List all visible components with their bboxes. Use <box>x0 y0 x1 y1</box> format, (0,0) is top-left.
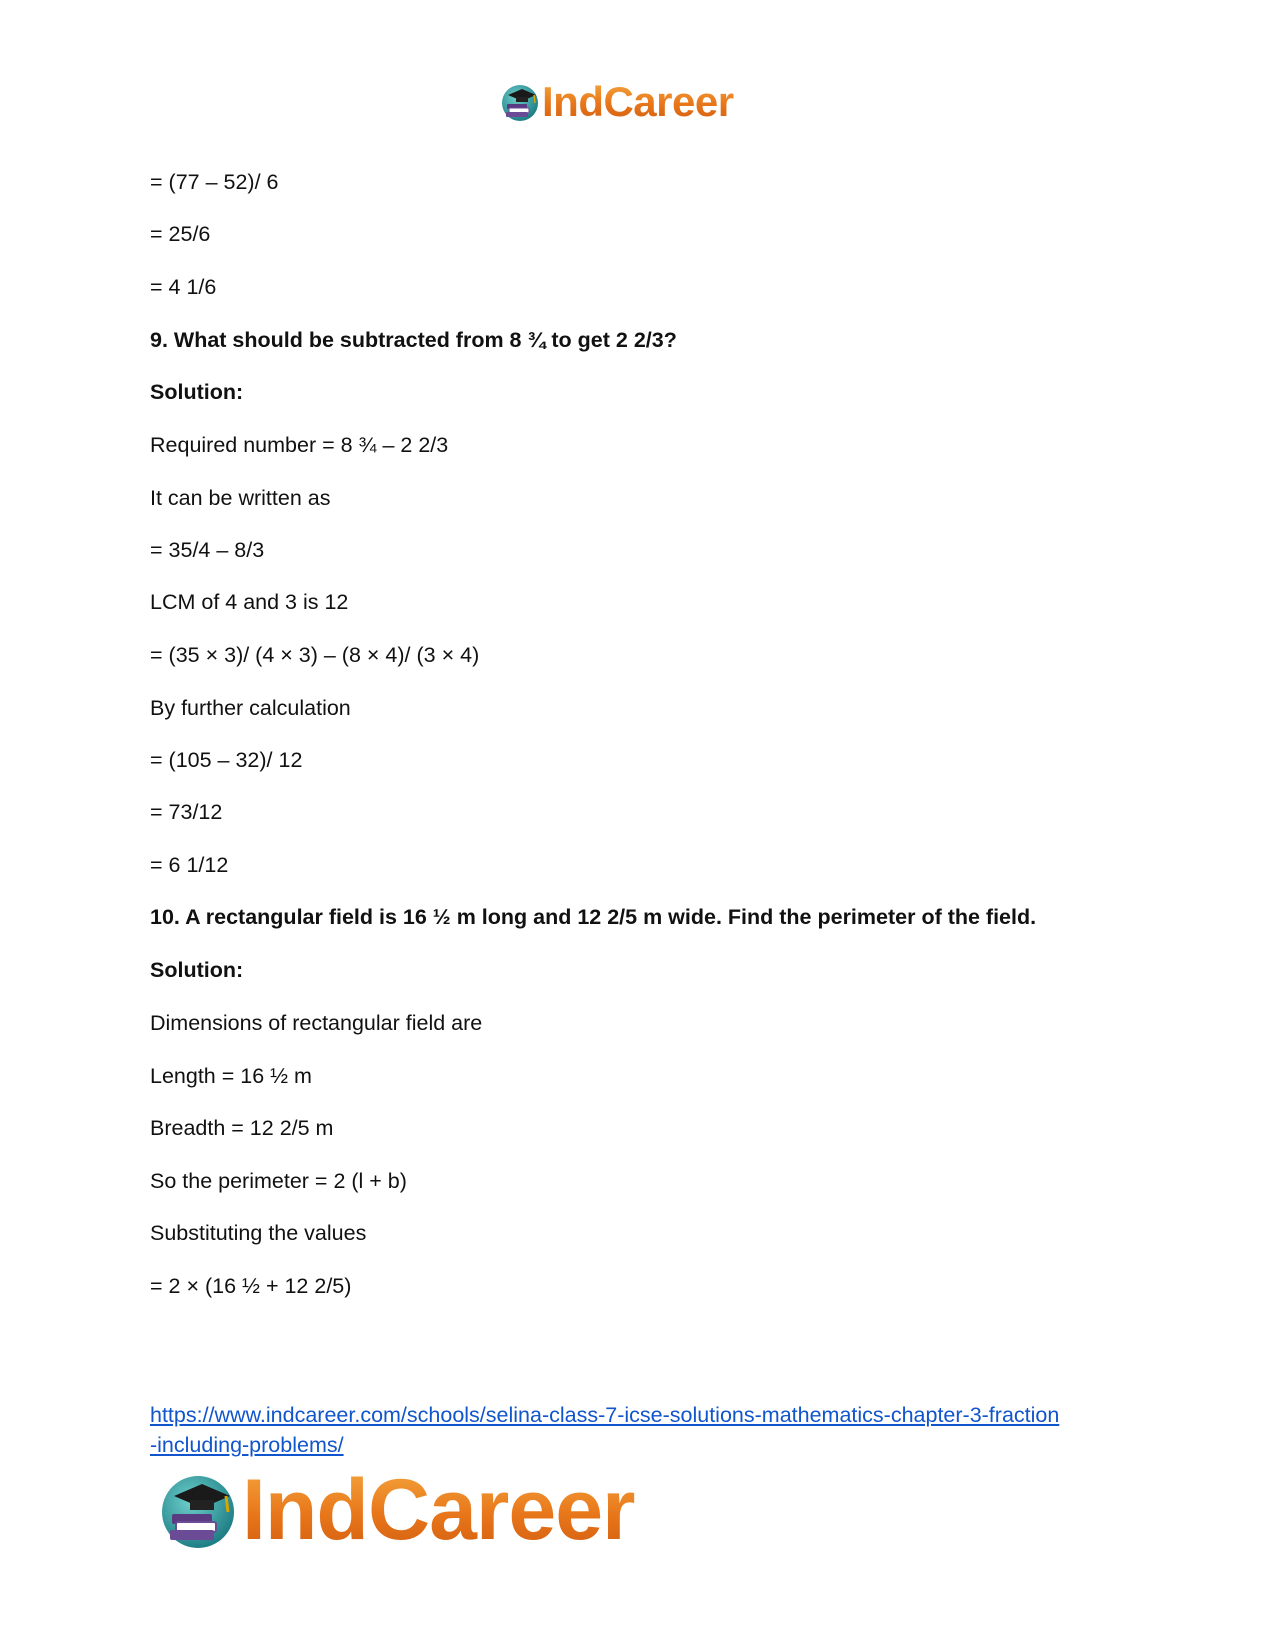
header-logo <box>500 78 734 126</box>
graduation-cap-books-icon <box>158 1470 238 1550</box>
solution-line: = 73/12 <box>150 800 223 824</box>
solution-line: = (35 × 3)/ (4 × 3) – (8 × 4)/ (3 × 4) <box>150 643 480 667</box>
solution-line: = 2 × (16 ½ + 12 2/5) <box>150 1274 352 1298</box>
calc-line: = 4 1/6 <box>150 275 217 299</box>
graduation-cap-books-icon <box>500 82 540 122</box>
solution-line: Substituting the values <box>150 1221 367 1245</box>
source-link-line1[interactable]: https://www.indcareer.com/schools/selina-class-7-icse-solutions-mathematics-chapter-3-fraction <box>150 1403 1060 1427</box>
calc-line: = (77 – 52)/ 6 <box>150 170 279 194</box>
solution-line: Dimensions of rectangular field are <box>150 1011 483 1035</box>
solution-line: Length = 16 ½ m <box>150 1064 312 1088</box>
solution-line: LCM of 4 and 3 is 12 <box>150 590 349 614</box>
solution-line: By further calculation <box>150 696 351 720</box>
solution-line: Required number = 8 ¾ – 2 2/3 <box>150 433 449 457</box>
question-10: 10. A rectangular field is 16 ½ m long and 12 2/5 m wide. Find the perimeter of the field. <box>150 905 1037 929</box>
footer-logo-text: IndCareer <box>242 1462 635 1558</box>
solution-heading: Solution: <box>150 958 244 982</box>
header-logo-text: IndCareer <box>542 78 734 125</box>
solution-line: It can be written as <box>150 486 331 510</box>
solution-heading: Solution: <box>150 380 244 404</box>
solution-line: = (105 – 32)/ 12 <box>150 748 303 772</box>
footer-logo <box>158 1462 635 1558</box>
solution-line: = 6 1/12 <box>150 853 229 877</box>
source-link-line2[interactable]: -including-problems/ <box>150 1433 344 1457</box>
source-link[interactable] <box>150 1400 1130 1460</box>
calc-line: = 25/6 <box>150 222 211 246</box>
solution-line: = 35/4 – 8/3 <box>150 538 265 562</box>
solution-line: Breadth = 12 2/5 m <box>150 1116 334 1140</box>
solution-line: So the perimeter = 2 (l + b) <box>150 1169 407 1193</box>
question-9: 9. What should be subtracted from 8 ¾ to get 2 2/3? <box>150 328 677 352</box>
